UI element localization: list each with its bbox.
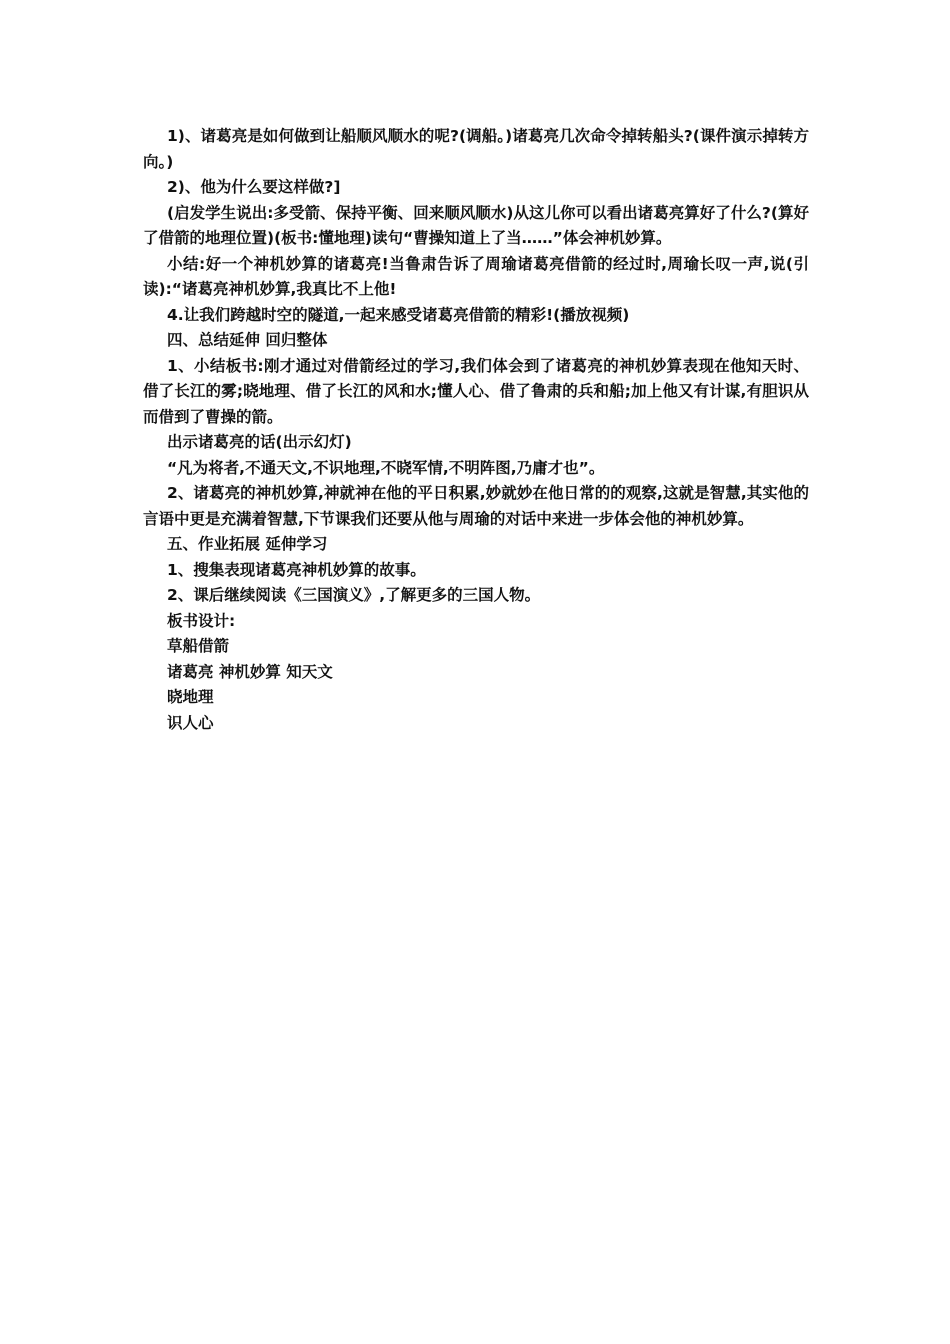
paragraph-quote: “凡为将者,不通天文,不识地理,不晓军情,不明阵图,乃庸才也”。: [167, 458, 605, 477]
paragraph-question-boat: 1)、诸葛亮是如何做到让船顺风顺水的呢?(调船。)诸葛亮几次命令掉转船头?(课件演示掉转方向。): [143, 127, 809, 171]
paragraph-video: 4.让我们跨越时空的隧道,一起来感受诸葛亮借箭的精彩!(播放视频): [167, 305, 630, 324]
paragraph-wisdom: 2、诸葛亮的神机妙算,神就神在他的平日积累,妙就妙在他日常的的观察,这就是智慧,其实他的言语中更是充满着智慧,下节课我们还要从他与周瑜的对话中来进一步体会他的神机妙算。: [143, 484, 809, 528]
lesson-text: [143, 124, 809, 736]
paragraph-question-why: 2)、他为什么要这样做?]: [167, 178, 341, 196]
paragraph-show-quote: 出示诸葛亮的话(出示幻灯): [167, 433, 352, 451]
board-design-title: 草船借箭: [167, 637, 230, 655]
homework-item-2: 2、课后继续阅读《三国演义》,了解更多的三国人物。: [167, 586, 541, 604]
paragraph-summary-zhouyu: 小结:好一个神机妙算的诸葛亮!当鲁肃告诉了周瑜诸葛亮借箭的经过时,周瑜长叹一声,说(引读):“诸葛亮神机妙算,我真比不上他!: [143, 254, 809, 298]
board-design-line: 识人心: [167, 713, 214, 732]
board-design-heading: 板书设计:: [167, 611, 236, 630]
section-heading-five: 五、作业拓展 延伸学习: [167, 535, 328, 553]
paragraph-geography: (启发学生说出:多受箭、保持平衡、回来顺风顺水)从这儿你可以看出诸葛亮算好了什么?(算好了借箭的地理位置)(板书:懂地理)读句“曹操知道上了当……”体会神机妙算。: [143, 203, 809, 247]
board-design-line: 诸葛亮 神机妙算 知天文: [167, 662, 333, 681]
board-design-line: 晓地理: [167, 688, 214, 706]
homework-item-1: 1、搜集表现诸葛亮神机妙算的故事。: [167, 560, 426, 579]
paragraph-board-summary: 1、小结板书:刚才通过对借箭经过的学习,我们体会到了诸葛亮的神机妙算表现在他知天时、借了长江的雾;晓地理、借了长江的风和水;懂人心、借了鲁肃的兵和船;加上他又有计谋,有胆识从而借到了曹操的箭。: [143, 356, 809, 426]
section-heading-four: 四、总结延伸 回归整体: [167, 331, 328, 349]
